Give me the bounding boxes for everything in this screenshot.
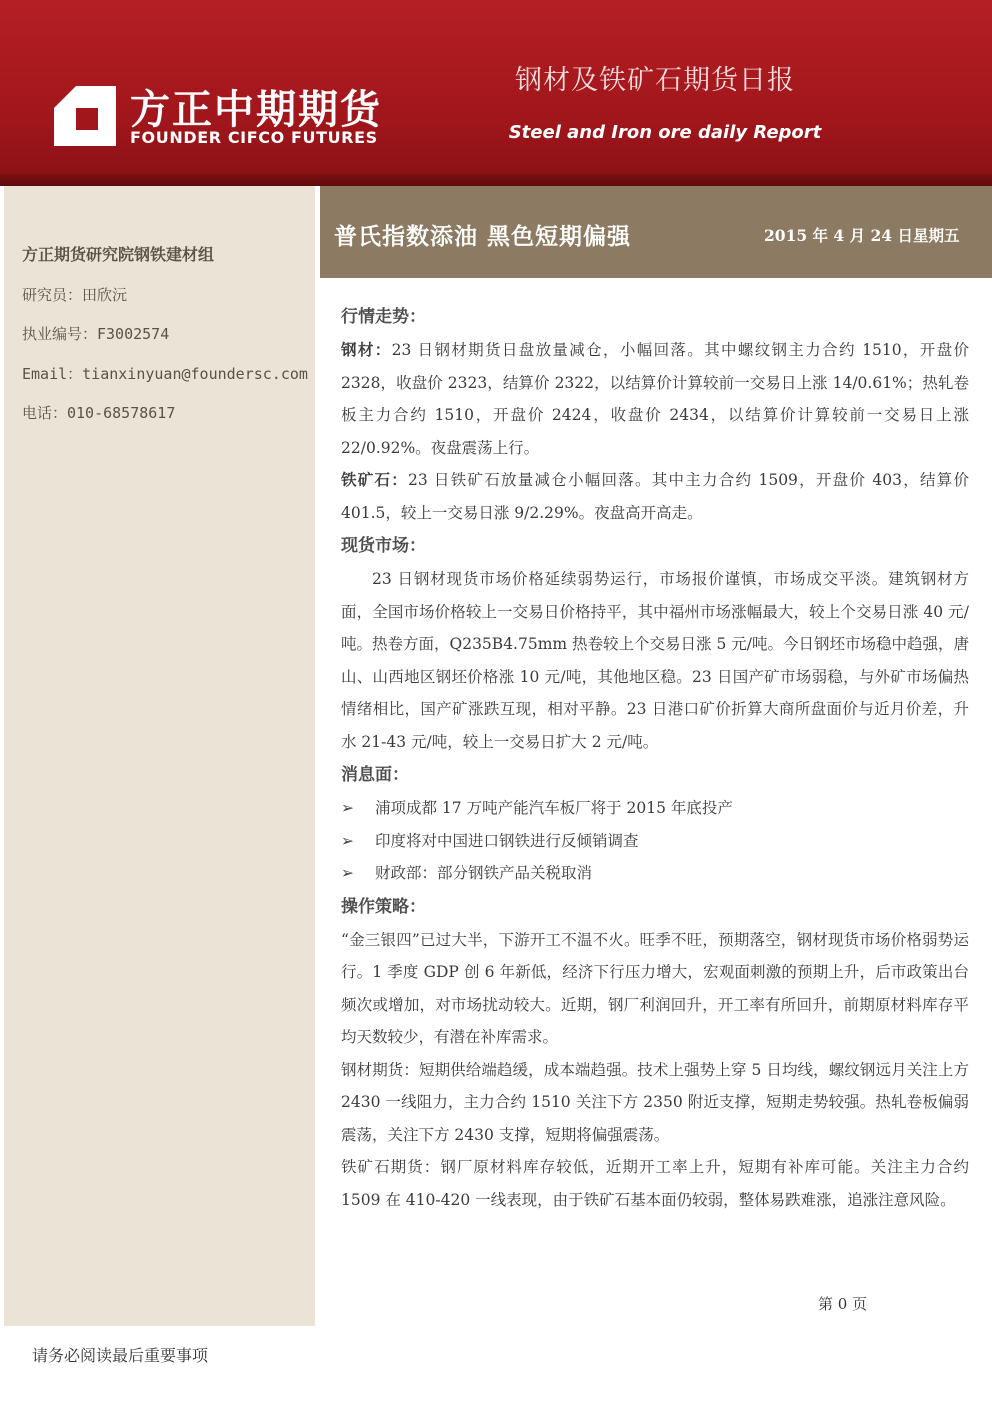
- license-number: 执业编号：F3002574: [22, 325, 170, 343]
- header-band: [0, 0, 992, 174]
- phone-contact: 电话：010-68578617: [22, 404, 176, 422]
- spot-market-paragraph: 23 日钢材现货市场价格延续弱势运行，市场报价谨慎，市场成交平淡。建筑钢材方面，全国市场价格较上一交易日价格持平，其中福州市场涨幅最大，较上个交易日涨 40 元/吨。热卷方面，Q235B4.75mm 热卷较上个交易日涨 5 元/吨。今日钢坯市场稳中趋强，唐山、山西地区钢坯价格涨 10 元/吨，其他地区稳。23 日国产矿市场弱稳，与外矿市场偏热情绪相比，国产矿涨跌互现，相对平静。23 日港口矿价折算大商所盘面价与近月价差，升水 21-43 元/吨，较上一交易日扩大 2 元/吨。: [341, 570, 969, 751]
- arrow-bullet-icon: ➢: [341, 831, 354, 850]
- headline-bar: [320, 186, 992, 278]
- analyst-name: 研究员：田欣沅: [22, 286, 128, 304]
- section-heading-strategy: 操作策略：: [341, 896, 426, 917]
- ore-market-text: 23 日铁矿石放量减仓小幅回落。其中主力合约 1509，开盘价 403，结算价 401.5，较上一交易日涨 9/2.29%。夜盘高开高走。: [341, 471, 969, 522]
- section-heading-market: 行情走势：: [341, 307, 426, 327]
- research-group-name: 方正期货研究院钢铁建材组: [22, 245, 215, 264]
- news-text: 浦项成都 17 万吨产能汽车板厂将于 2015 年底投产: [375, 799, 733, 817]
- news-text: 印度将对中国进口钢铁进行反倾销调查: [375, 831, 639, 850]
- steel-futures-paragraph: 钢材期货：短期供给端趋缓，成本端趋强。技术上强势上穿 5 日均线，螺纹钢远月关注上方 2430 一线阻力，主力合约 1510 关注下方 2350 附近支撑，短期走势较强。热轧卷板偏弱震荡，关注下方 2430 支撑，短期将偏强震荡。: [341, 1060, 969, 1144]
- disclaimer-note: 请务必阅读最后重要事项: [32, 1346, 209, 1365]
- ore-market-paragraph: [341, 464, 969, 529]
- steel-lead: 钢材：: [341, 341, 392, 359]
- arrow-bullet-icon: ➢: [341, 864, 354, 882]
- steel-market-text: 23 日钢材期货日盘放量减仓，小幅回落。其中螺纹钢主力合约 1510，开盘价 2328，收盘价 2323，结算价 2322，以结算价计算较前一交易日上涨 14/0.61%；热轧卷板主力合约 1510，开盘价 2424，收盘价 2434，以结算价计算较前一交易日上涨 22/0.92%。夜盘震荡上行。: [341, 341, 969, 457]
- section-heading-spot: 现货市场：: [341, 536, 426, 556]
- news-item: [341, 825, 969, 858]
- ore-lead: 铁矿石：: [341, 471, 409, 489]
- founder-logo-icon: [54, 86, 116, 146]
- section-heading-news: 消息面：: [341, 765, 409, 785]
- header-divider: [0, 174, 992, 186]
- sidebar: [4, 186, 315, 1326]
- report-body: [341, 300, 969, 1216]
- news-text: 财政部：部分钢铁产品关税取消: [375, 864, 593, 882]
- logo-chinese-name: 方正中期期货: [130, 87, 382, 133]
- news-item: [341, 792, 969, 825]
- report-title: 钢材及铁矿石期货日报: [515, 65, 795, 96]
- report-date: 2015 年 4 月 24 日星期五: [764, 226, 960, 245]
- report-subtitle: Steel and Iron ore daily Report: [508, 122, 822, 143]
- page-number: 第 0 页: [818, 1295, 868, 1313]
- ore-futures-paragraph: 铁矿石期货：钢厂原材料库存较低，近期开工率上升，短期有补库可能。关注主力合约 1509 在 410-420 一线表现，由于铁矿石基本面仍较弱，整体易跌难涨，追涨注意风险。: [341, 1158, 969, 1209]
- logo-english-name: FOUNDER CIFCO FUTURES: [130, 128, 378, 147]
- email-contact[interactable]: Email：tianxinyuan@foundersc.com: [22, 365, 308, 383]
- headline: 普氏指数添油 黑色短期偏强: [334, 224, 632, 250]
- steel-market-paragraph: [341, 334, 969, 464]
- arrow-bullet-icon: ➢: [341, 799, 354, 817]
- strategy-paragraph: “金三银四”已过大半，下游开工不温不火。旺季不旺，预期落空，钢材现货市场价格弱势运行。1 季度 GDP 创 6 年新低，经济下行压力增大，宏观面刺激的预期上升，后市政策出台频次或增加，对市场扰动较大。近期，钢厂利润回升，开工率有所回升，前期原材料库存平均天数较少，有潜在补库需求。: [341, 930, 969, 1046]
- news-item: [341, 857, 969, 890]
